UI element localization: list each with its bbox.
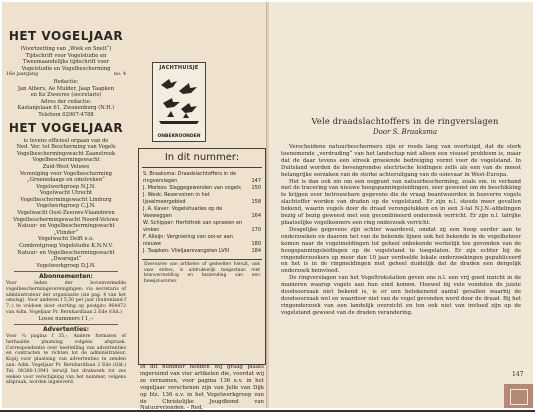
article-paragraph: De ringverslagen van het Vogeltrekstation geven ons n.l. een vrij goed inzicht in de manieren waarop vogels aan hun eind komen. Hoewel bij vele vondsten de juiste doodsoorzaak niet bekend is, is er een betekenend aantal gevallen waarbij de doodsoorzaak wel en waardoor niet van de vogel gevonden werd door de draad. Bij het ringonderzoek van een landelijk overzicht en ten ook niet van invloed zijn op de vogelstand geweest van de draden verandering. <box>281 275 521 316</box>
toc-entry[interactable] <box>139 234 265 248</box>
page-number: 147 <box>512 371 524 378</box>
org-line: Vogelwacht Utrecht <box>39 190 93 197</box>
toc-entry-text: J. Wesk: Reservoiren in het Ijsselmeergebied <box>143 192 210 205</box>
toc-entry-page: 184 <box>251 248 261 254</box>
masthead-title: HET VOGELJAAR <box>8 29 124 43</box>
divider <box>14 271 118 272</box>
toc-entry-text: F. Alleijn: Vergroeiing van ooi-er aan nieuwe <box>143 234 233 247</box>
left-page <box>2 2 267 412</box>
toc-entry-text: J. Taapken: Vlieljaarsvangsten LVIII <box>143 248 230 254</box>
toc-entry-text: W. Schipper: Herfsttrek van sprawen en vinken <box>143 220 243 233</box>
birds-illustration-icon <box>153 71 205 131</box>
adres-line: Telefoon 02907-4788 <box>38 111 94 118</box>
article-heading: Vele draadslachtoffers in de ringverslagen <box>311 116 499 126</box>
masthead-sub: Tweemaandelijks tijdschrift voor <box>22 59 110 66</box>
toc-entry-page: 170 <box>251 227 261 233</box>
issue-line <box>6 72 126 79</box>
adres-label: Adres der redactie: <box>40 98 92 105</box>
divider <box>14 324 118 325</box>
losse-nummers: Losse nummers f 1,-- <box>38 315 94 322</box>
toc-entry-page: 158 <box>251 199 261 205</box>
toc-entry[interactable] <box>139 248 265 255</box>
toc-entry[interactable] <box>139 206 265 220</box>
toc-entry-text: J. A. Kaver: Vogelsituaties op de Veeweggen <box>143 206 223 219</box>
editorial-note: In dit nummer hebben wij graag plaats ingeruimd van vier artikelen die, voordat wij ze vernamen, voor pagina 136 e.v. in het vogeljaar verschenen zijn van Jelle van Dijk op blz. 136 e.v. in het Vogelwerkgroep van de Christelijke Jeugdbond van Natuurvrienden. - Red. <box>140 364 264 412</box>
abonnementen-heading: Abonnementen: <box>39 273 93 281</box>
logo-top-text: JACHTHUISJE <box>159 65 199 71</box>
toc-entry[interactable] <box>139 185 265 192</box>
org-line: Vogelbeschermingswacht Limburg <box>20 196 112 203</box>
article-paragraph: Het is dan ook zin om een oogpunt van natuurbescherming, zoals om. in verband met de tracering van nieuwe hoogspanningsleidingen, zeer gewenst om de beschikking te krijgen over betrouwbare gegevens die de vraag beantwoorden in hoeverre vogels slachtoffer worden van draden op de vogelstand. Er zijn n.l. steeds meer gevallen bekend, waarin vogels door de draad verongelukken en in een 3-tal N.J.N.-afdelingen bezig of bezig geweest met een gecombineerd onderzoek verricht. Er zijn n.l. talrijke plaatselijke vogelkenners een ring onderzoek verricht. <box>281 178 521 226</box>
toc-entry-page: 164 <box>251 213 261 219</box>
org-line: Natuur- en Vogelbeschermingswacht <box>17 223 115 230</box>
right-page <box>269 2 533 408</box>
org-line: „Groenedaags en omstreken“ <box>27 177 105 184</box>
masthead-title-2: HET VOGELJAAR <box>8 120 124 135</box>
tab-mark-icon <box>510 389 528 405</box>
org-line: Combretgroep Vogelstudie K.N.N.V. <box>19 243 113 250</box>
redactie-label: Redactie: <box>53 78 79 85</box>
masthead-sub: Tijdschrift voor Vogelstudie en <box>25 52 107 59</box>
toc-entry-text: S. Braaksma: Draadslachtoffers in de ringverslagen <box>143 171 237 184</box>
org-line: Vogelwerkgroep N.J.N. <box>36 183 96 190</box>
org-line: Vogelwerkgroep C.J.N. <box>36 203 96 210</box>
org-line: „Vlinder“ <box>53 229 79 236</box>
adres-line: Kastanjelaan 61, Zwanenburg (N.H.) <box>17 105 115 112</box>
toc-entry[interactable] <box>139 220 265 234</box>
org-line: Vogelbeschermingswacht Zaanstreek <box>16 150 116 157</box>
org-line: Vogelwerkgroep D.J.N. <box>36 262 96 269</box>
org-line: Vogelwacht Oost-Zeeuws-Vlaanderen <box>17 210 115 217</box>
org-line: Vereniging voor Vogelbescherming <box>19 170 112 177</box>
issue-number: no. 4 <box>114 72 126 78</box>
toc-entry[interactable] <box>139 171 265 185</box>
toc-entry-page: 147 <box>251 178 261 184</box>
advertenties-text: Voor ¼ pagina f 35,-. Andere formaten of herhaalde plaatsing volgens afspraak. Correspondentie over beeltelling van advertenties en contracten te richten tot de administrateur. Kopij voor plaatsing van advertenties te zenden aan: Adm. Vogeljaar Pr. Bernhardlaan 2 Ede (Gld.) Tel. 08380-13941 terwijl het drukwerk tot zes weken voor verschijning van het nummer, volgens afspraak, worden ingeleverd. <box>6 333 126 386</box>
article-body <box>281 144 521 317</box>
advertenties-heading: Advertenties: <box>42 326 90 334</box>
masthead <box>6 30 126 386</box>
article-paragraph: Verscheidene natuurbeschermers zijn er reeds lang van overtuigd, dat de sterk toenemende „verdrading“ van het landschap niet alleen een visueel probleem is, maar dat de daar tevens een streek groeiende bedreiging vormt voor de vogelstand. In Duitsland worden de bovengrondse electrische leidingen zelfs als een van de meest belangrijke oorzaken van de sterke achteruitgang van de ooievaar in West-Europa. <box>281 144 521 178</box>
article-paragraph: Desgelijke gegevens zijn echter waardevol, omdat zij een hoop eerder aan te onderzoeken en daarom het van de bekende lijnen ook het bekende in de vogelbeheer komen naar de vogelmeldingen tot geheel onbekende werkelijk toe gevonden van de hoogspanningsleidingen op de vogelstand te toegelaten. Er zijn echter bij de ringonderzoekers op meer dan 10 jaar verdeelde lokale onderzoekingen gepubliceerd en het is in de ringmeldingen niet geheel duidelijk dat de draden een dergelijk onderzoek beinvloed. <box>281 226 521 275</box>
article-author: Door S. Braaksma <box>372 128 438 136</box>
org-line: Vogelbeschermingswacht Noord-Veluwe <box>13 216 119 223</box>
toc-entry[interactable] <box>139 192 265 206</box>
toc-entry-page: 150 <box>251 185 261 191</box>
issue-year: 16e jaargang <box>6 72 39 78</box>
toc-entry-text: J. Morbos: Slaggegewonden van vogels <box>143 185 241 191</box>
redactie-names: en Ko Zweeres (secretaris) <box>30 92 102 99</box>
toc-note: Overname van artikelen of gedeelten hieruit, ook voor elders, is uitdrukkelijk toegestaan met bronvermelding en toezending van een bewijsnummer. <box>144 262 260 284</box>
toc-entry-page: 180 <box>251 241 261 247</box>
org-line: is tevens officieel orgaan van de <box>23 137 109 144</box>
toc-title: In dit nummer: <box>164 152 240 163</box>
org-line: Vogelbeschermingswacht <box>32 157 100 164</box>
org-line: Vogelwacht Delft e.o. <box>38 236 94 243</box>
seller-tab-badge <box>504 384 533 408</box>
org-line: Natuur- en Vogelbeschermingswacht <box>17 249 115 256</box>
logo-bottom-text: ONBEKROONDEN <box>157 134 201 139</box>
masthead-sub: Vogelstudie en Vogelbescherming <box>21 65 111 72</box>
bird-logo <box>152 62 206 142</box>
table-of-contents <box>138 148 266 365</box>
redactie-names: Jan Albers, Ae Mulder, Jaap Taapken <box>17 85 115 92</box>
org-line: „Dwarsgat“ <box>50 256 82 263</box>
org-line: Zuid-West Veluwe <box>42 163 90 170</box>
masthead-sub: (Voortzetting van „Wiek en Snelt“) <box>20 46 112 52</box>
abonnementen-text: Voor leden der bovenvermelde vogelbeschermingsverenigingen: via secretaris of administrateur der organisatie (zie pag. 4 van het omslag). Voor anderen f 5,50 per jaar (buitenland f 7,-) te voldoen door storting op postgiro 964472 van Adm. Vogeljaar Pr. Bernhardlaan 2 Ede (Gld.) <box>6 281 126 315</box>
org-line: Ned. Ver. tot Bescherming van Vogels <box>16 144 116 151</box>
